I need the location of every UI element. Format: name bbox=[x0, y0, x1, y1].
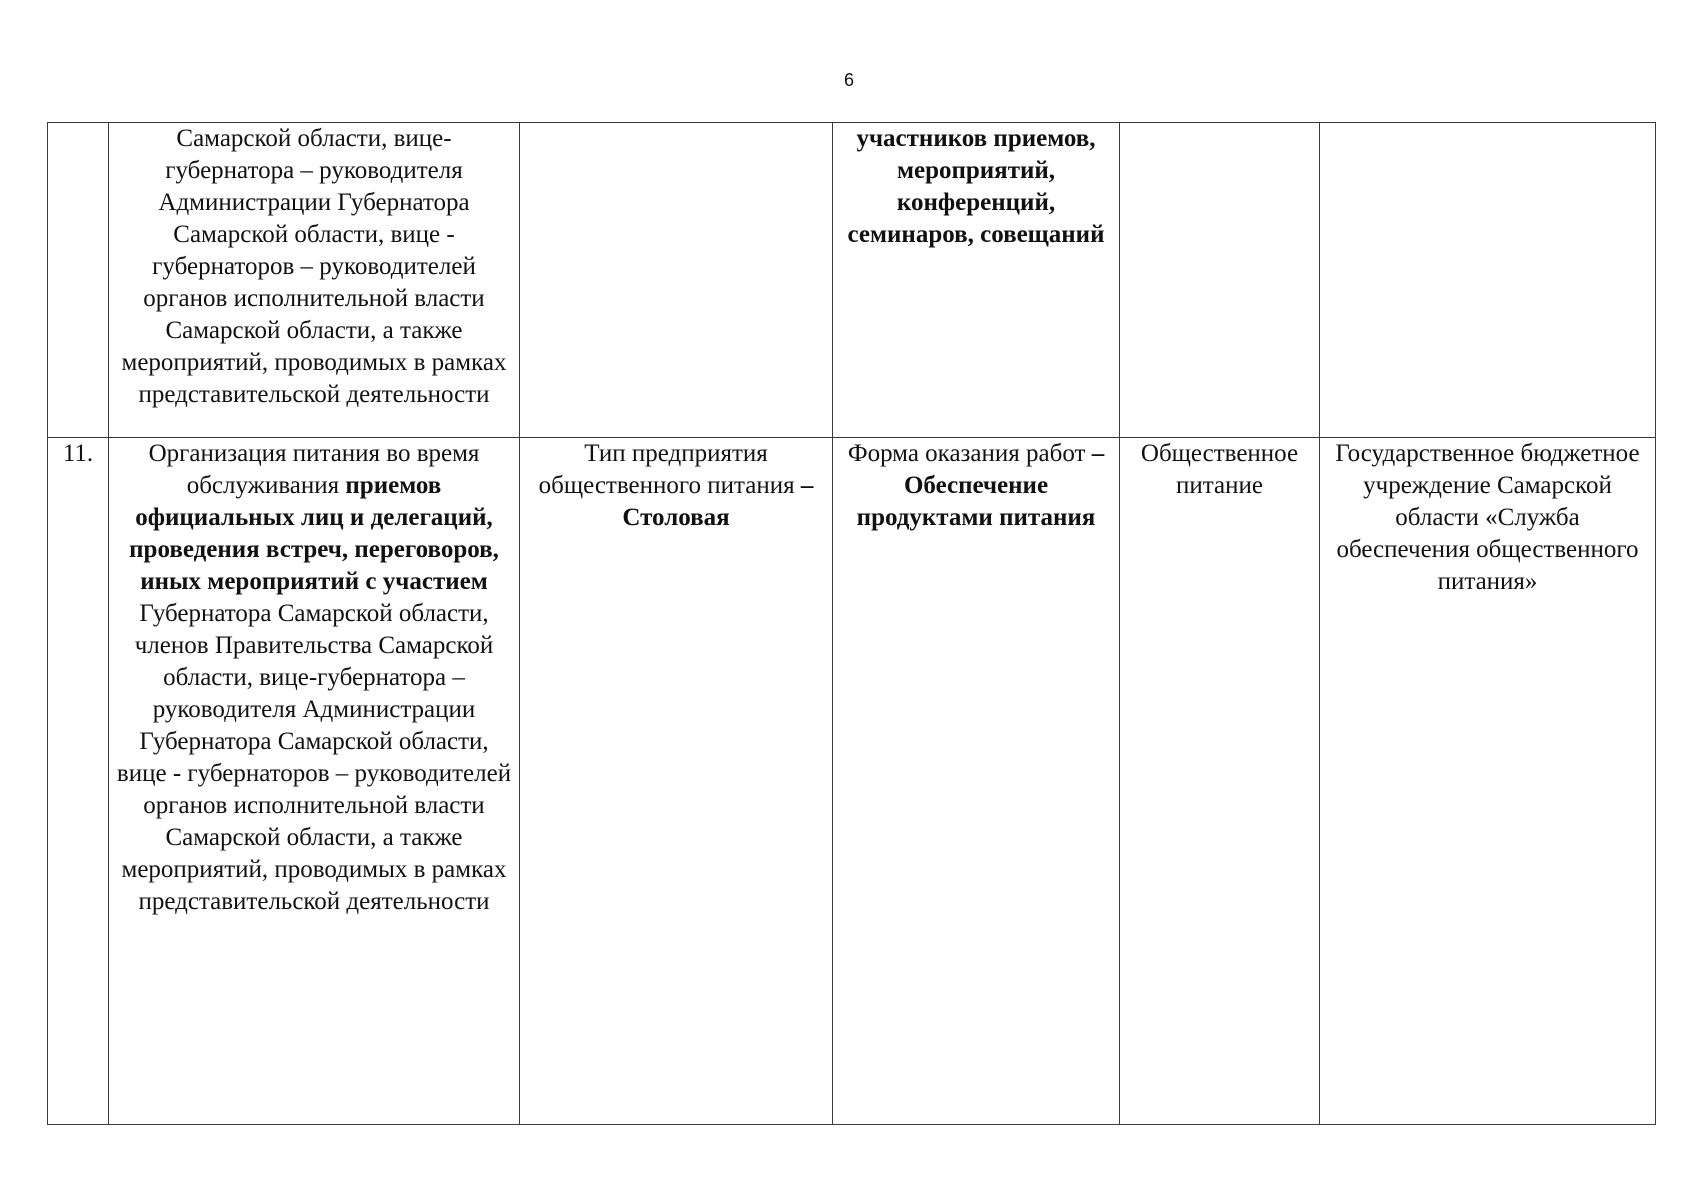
type-bold-text: – Столовая bbox=[622, 472, 814, 531]
type-text: Тип предприятия общественного питания bbox=[538, 440, 801, 499]
institution-name bbox=[1320, 123, 1656, 438]
description-text: Организация питания во время обслуживания bbox=[148, 440, 480, 499]
table-row bbox=[48, 438, 1656, 1125]
service-category bbox=[1120, 123, 1320, 438]
service-description bbox=[109, 438, 520, 1125]
page-number: 6 bbox=[843, 70, 854, 90]
description-text: Губернатора Самарской области, членов Правительства Самарской области, вице-губернатора – руководителя Администрации Губернатора Самарской области, вице - губернаторов – руководителей органов исполнительной власти Самарской области, а также мероприятий, проводимых в рамках представительской деятельности bbox=[116, 600, 512, 915]
service-form bbox=[833, 123, 1120, 438]
form-text: Форма оказания работ bbox=[847, 440, 1092, 467]
row-number bbox=[48, 123, 109, 438]
table-row bbox=[48, 123, 1656, 438]
form-bold-text: участников приемов, мероприятий, конференций, семинаров, совещаний bbox=[847, 125, 1105, 248]
row-number: 11. bbox=[48, 438, 109, 1125]
form-bold-text: – Обеспечение продуктами питания bbox=[856, 440, 1105, 531]
service-form bbox=[833, 438, 1120, 1125]
service-description bbox=[109, 123, 520, 438]
description-text: Самарской области, вице-губернатора – руководителя Администрации Губернатора Самарской области, вице - губернаторов – руководителей органов исполнительной власти Самарской области, а также мероприятий, проводимых в рамках представительской деятельности bbox=[121, 125, 507, 408]
service-category: Общественное питание bbox=[1120, 438, 1320, 1125]
enterprise-type bbox=[520, 123, 833, 438]
document-table bbox=[47, 122, 1656, 1125]
description-bold-text: приемов официальных лиц и делегаций, проведения встреч, переговоров, иных мероприятий с участием bbox=[129, 472, 499, 595]
enterprise-type bbox=[520, 438, 833, 1125]
institution-name: Государственное бюджетное учреждение Самарской области «Служба обеспечения общественного питания» bbox=[1320, 438, 1656, 1125]
